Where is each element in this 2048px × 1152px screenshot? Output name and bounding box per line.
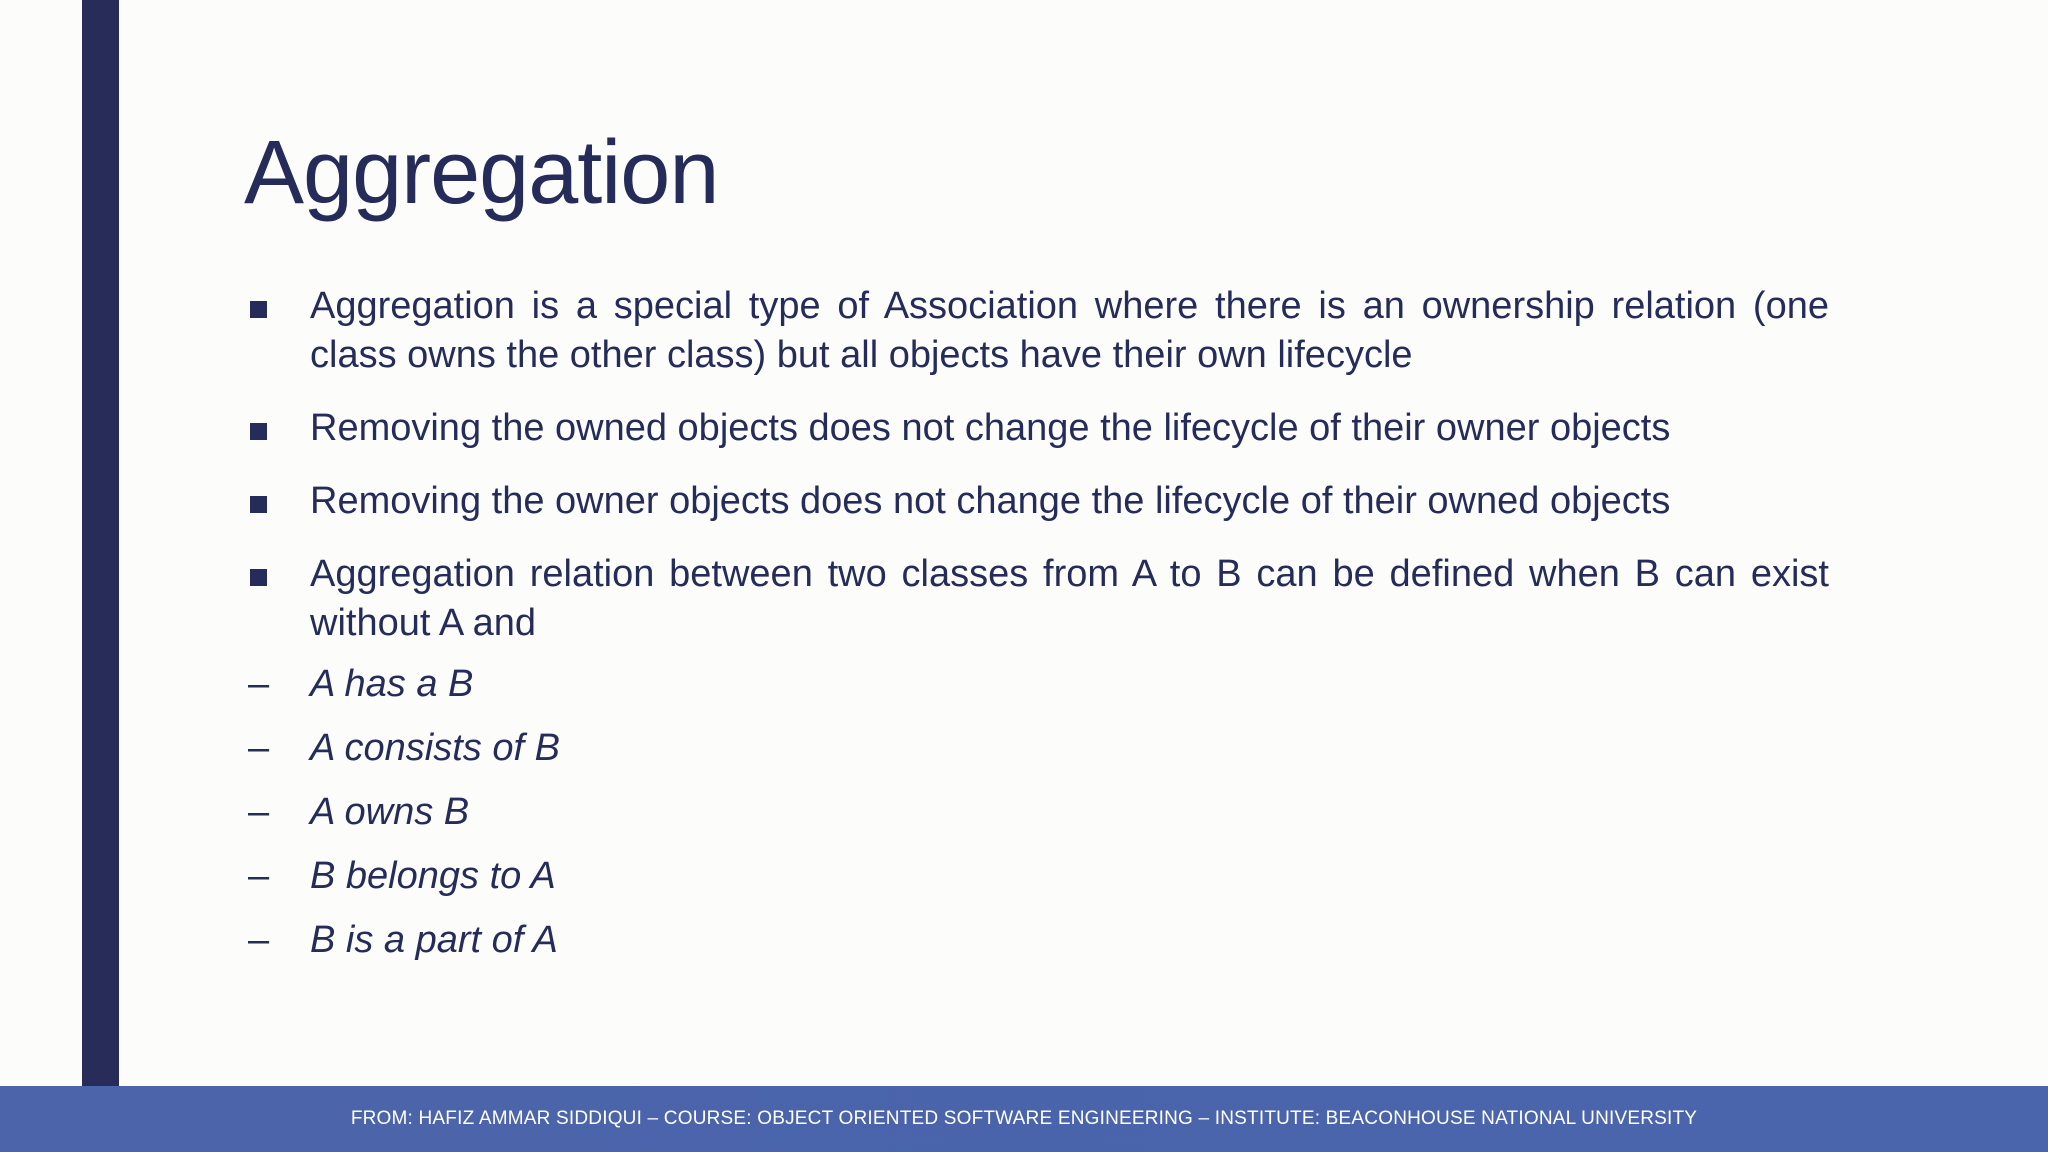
sub-bullet-text: A owns B xyxy=(310,791,470,833)
bullet-item xyxy=(244,404,1829,453)
bullet-text: Removing the owner objects does not change the lifecycle of their owned objects xyxy=(310,480,1671,522)
sub-bullet-text: A consists of B xyxy=(310,727,560,769)
bullet-text: Aggregation is a special type of Association where there is an ownership relation (one class owns the other class) but all objects have their own lifecycle xyxy=(310,285,1829,376)
dash-marker: – xyxy=(248,855,270,897)
sub-bullet-item xyxy=(244,660,1829,709)
bullet-text: Aggregation relation between two classes from A to B can be defined when B can exist without A and xyxy=(310,553,1829,644)
dash-marker: – xyxy=(248,663,270,705)
dash-marker: – xyxy=(248,727,270,769)
sub-bullet-text: B is a part of A xyxy=(310,919,558,961)
bullet-item xyxy=(244,477,1829,526)
slide-content xyxy=(244,282,1829,980)
dash-marker: – xyxy=(248,791,270,833)
sub-bullet-text: A has a B xyxy=(310,663,474,705)
sub-bullet-item xyxy=(244,852,1829,901)
square-bullet-icon xyxy=(250,569,267,586)
square-bullet-icon xyxy=(250,423,267,440)
footer-bar xyxy=(0,1086,2048,1152)
bullet-text: Removing the owned objects does not change the lifecycle of their owner objects xyxy=(310,407,1671,449)
dash-marker: – xyxy=(248,919,270,961)
footer-credit: FROM: HAFIZ AMMAR SIDDIQUI – COURSE: OBJECT ORIENTED SOFTWARE ENGINEERING – INSTITUTE: BEACONHOUSE NATIONAL UNIVERSITY xyxy=(350,1108,1698,1129)
left-accent-bar xyxy=(82,0,119,1086)
square-bullet-icon xyxy=(250,301,267,318)
sub-bullet-text: B belongs to A xyxy=(310,855,556,897)
sub-bullet-item xyxy=(244,724,1829,773)
bullet-item xyxy=(244,550,1829,648)
bullet-item xyxy=(244,282,1829,380)
sub-bullet-item xyxy=(244,916,1829,965)
sub-bullet-item xyxy=(244,788,1829,837)
slide-title: Aggregation xyxy=(244,123,719,223)
square-bullet-icon xyxy=(250,496,267,513)
